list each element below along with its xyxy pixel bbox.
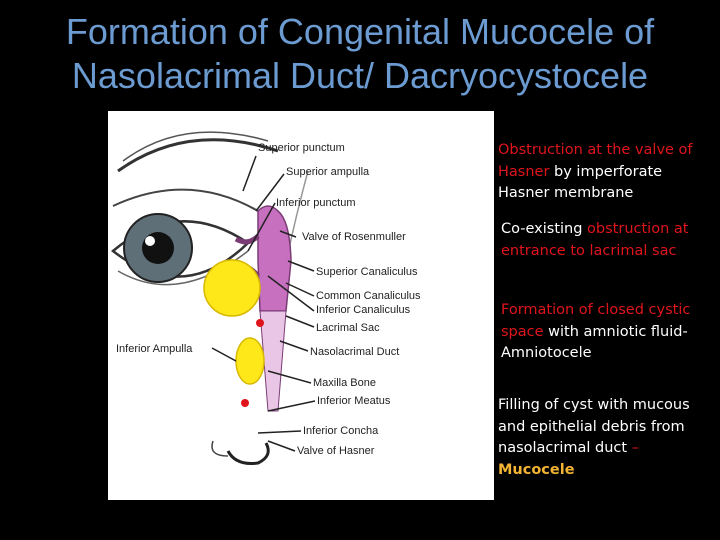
label-maxilla-bone: Maxilla Bone [313,377,376,389]
lacrimal-sac [258,206,291,311]
obstruction-dot-hasner [241,399,249,407]
note4-text: Filling of cyst with mucous and epithelial debris from nasolacrimal duct [498,397,690,456]
eyebrow [118,140,278,171]
label-superior-ampulla: Superior ampulla [286,166,370,178]
note4-mucocele: Mucocele [498,461,575,478]
note2-highlight: obstruction at entrance to lacrimal sac [501,221,689,259]
label-common-canaliculus: Common Canaliculus [316,290,421,302]
obstruction-dot-sac [256,319,264,327]
label-inferior-concha: Inferior Concha [303,425,379,437]
note3-text: with amniotic fluid- Amniotocele [501,323,688,361]
note-hasner-obstruction [498,140,718,205]
label-superior-punctum: Superior punctum [258,142,345,154]
note1-highlight: Obstruction at the valve of Hasner [498,142,693,180]
note4-dash: – [631,440,639,456]
lacrimal-anatomy-diagram [108,111,494,500]
note2-text: Co-existing [501,221,588,237]
nostril [228,443,268,464]
note-mucocele [498,395,718,481]
label-inferior-canaliculus: Inferior Canaliculus [316,304,411,316]
label-valve-of-rosenmuller: Valve of Rosenmuller [302,231,406,243]
label-valve-of-hasner: Valve of Hasner [297,445,375,457]
label-nasolacrimal-duct: Nasolacrimal Duct [310,346,400,358]
label-superior-canaliculus: Superior Canaliculus [316,266,418,278]
pupil [142,232,174,264]
eyelid-crease [113,190,258,211]
upper-cyst [204,260,260,316]
note3-highlight: Formation of closed cystic space [501,302,691,340]
title-line-1: Formation of Congenital Mucocele of [65,11,655,52]
note-amniotocele [501,300,720,365]
label-lacrimal-sac: Lacrimal Sac [316,322,380,334]
label-inferior-meatus: Inferior Meatus [317,395,391,407]
label-inferior-ampulla: Inferior Ampulla [116,343,193,355]
slide-title [0,10,720,98]
note1-text: by imperforate Hasner membrane [498,163,663,201]
label-inferior-punctum: Inferior punctum [276,197,356,209]
note-sac-obstruction [501,219,720,262]
lower-cyst [236,338,264,384]
title-line-2: Nasolacrimal Duct/ Dacryocystocele [71,55,649,96]
anatomy-illustration [108,111,494,500]
